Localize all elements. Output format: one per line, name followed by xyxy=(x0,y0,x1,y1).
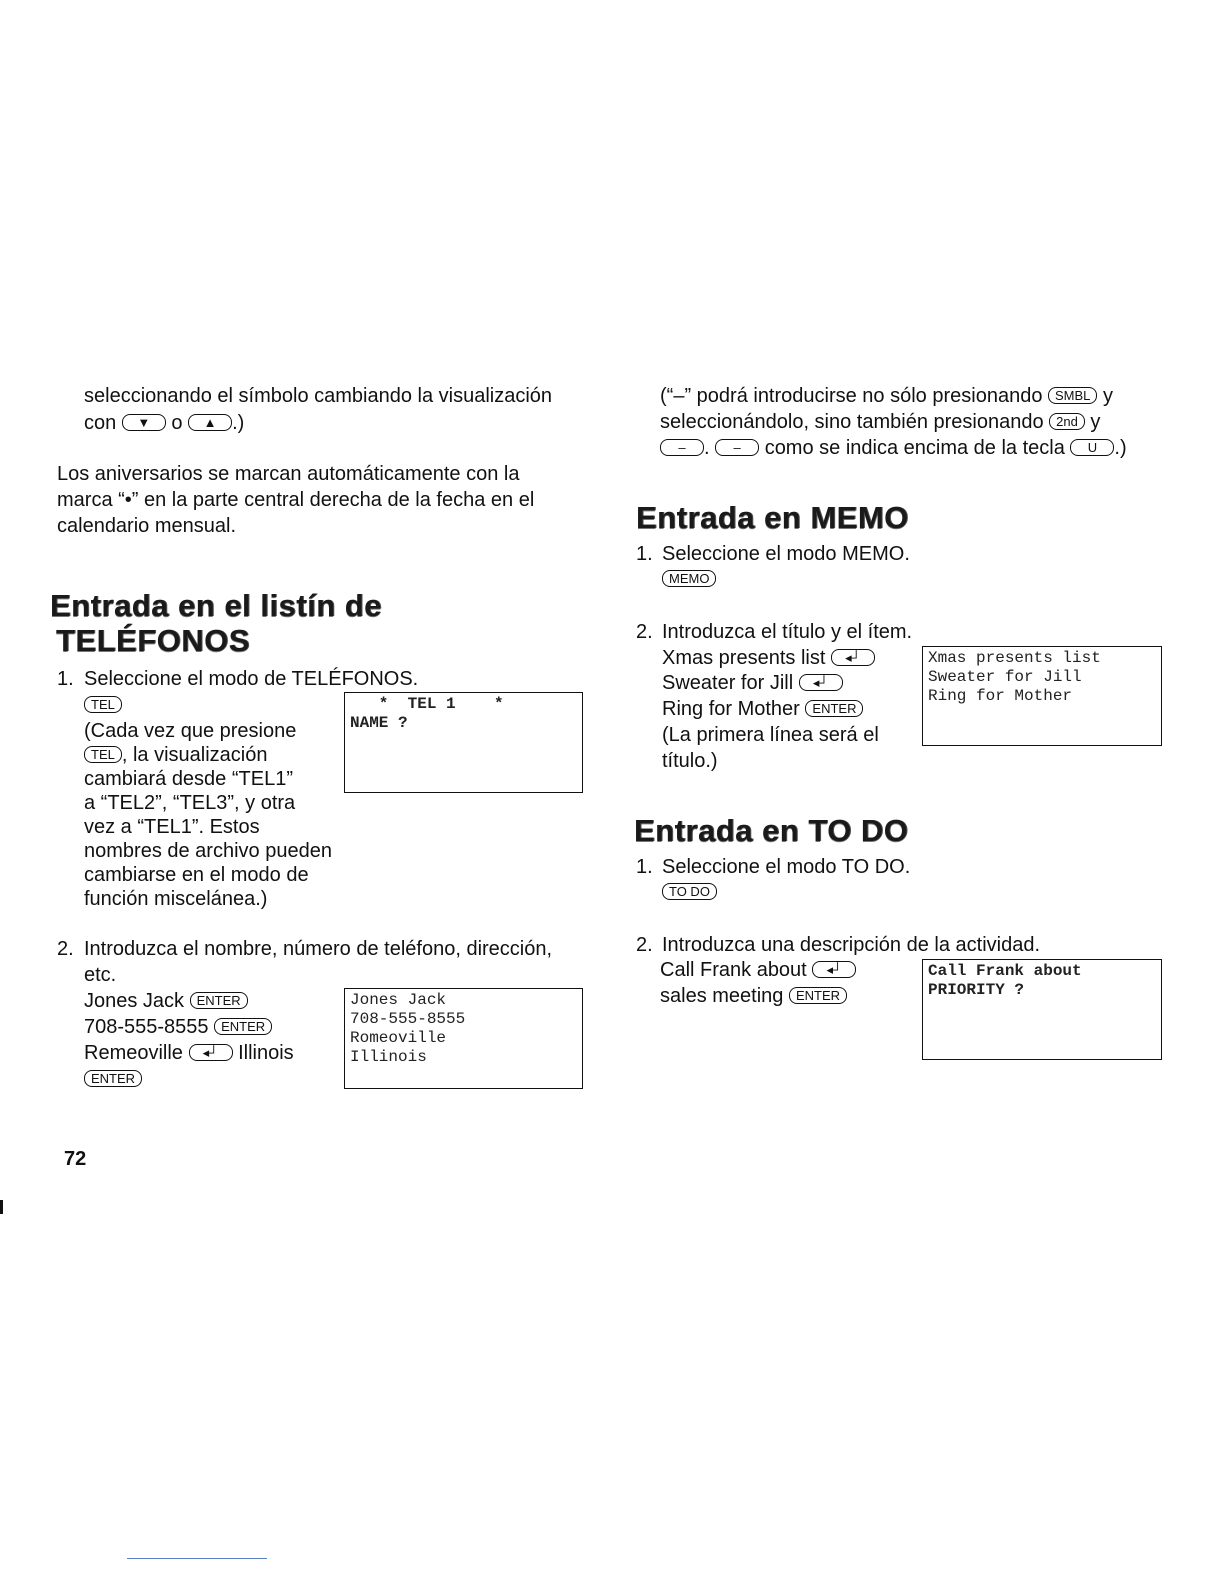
right-intro-line-1-end: y xyxy=(1102,385,1113,407)
enter-key-icon: ENTER xyxy=(214,1018,272,1035)
tel-lcd-line-2: NAME ? xyxy=(350,714,408,732)
telefonos-step-2-number: 2. xyxy=(57,938,74,960)
right-intro-line-2 xyxy=(660,409,1100,435)
memo-step-1-text: Seleccione el modo MEMO. xyxy=(662,543,910,565)
telefonos-heading-line-2: TELÉFONOS xyxy=(56,623,250,658)
intro-line-2 xyxy=(84,410,244,436)
memo-lcd-line-1: Xmas presents list xyxy=(928,649,1101,667)
telefonos-note-line-7: cambiarse en el modo de xyxy=(84,864,309,886)
telefonos-note-line-4: a “TEL2”, “TEL3”, y otra xyxy=(84,792,296,814)
tel-entry-lcd-screen xyxy=(344,988,583,1089)
memo-step-2-number: 2. xyxy=(636,621,653,643)
memo-step-1-key-row xyxy=(662,566,716,592)
todo-entry-1 xyxy=(660,957,856,983)
telefonos-note-line-3: cambiará desde “TEL1” xyxy=(84,768,293,790)
memo-entry-2 xyxy=(662,670,843,696)
telefonos-heading-line-1: Entrada en el listín de xyxy=(50,588,382,623)
memo-step-2-text: Introduzca el título y el ítem. xyxy=(662,621,913,643)
enter-key-icon: ENTER xyxy=(789,987,847,1004)
telefonos-step-1-key-row xyxy=(84,692,122,718)
minus-key-icon: – xyxy=(715,439,759,456)
tel-entry-lcd-line-3: Romeoville xyxy=(350,1029,447,1047)
aniversarios-line-2: marca “•” en la parte central derecha de la fecha en el xyxy=(57,489,535,511)
tel-entry-2-text: 708-555-8555 xyxy=(84,1016,209,1038)
page-edge-mark xyxy=(0,1200,3,1214)
memo-lcd-screen xyxy=(922,646,1162,746)
enter-key-icon: ENTER xyxy=(84,1070,142,1087)
telefonos-step-1-number: 1. xyxy=(57,668,74,690)
memo-entry-1-text: Xmas presents list xyxy=(662,647,826,669)
enter-key-icon: ENTER xyxy=(805,700,863,717)
footer-rule xyxy=(127,1558,267,1559)
intro-line-2-text: con xyxy=(84,412,117,434)
tel-entry-4 xyxy=(84,1066,142,1092)
telefonos-note-line-8: función miscelánea.) xyxy=(84,888,268,910)
todo-lcd-screen xyxy=(922,959,1162,1060)
telefonos-note-line-1: (Cada vez que presione xyxy=(84,720,297,742)
right-intro-line-1 xyxy=(660,383,1113,409)
minus-key-icon: – xyxy=(660,439,704,456)
todo-lcd-line-2: PRIORITY ? xyxy=(928,981,1025,999)
right-intro-line-3 xyxy=(660,435,1127,461)
memo-lcd-line-3: Ring for Mother xyxy=(928,687,1073,705)
page-number: 72 xyxy=(64,1148,87,1170)
tel-lcd-line-1: * TEL 1 * xyxy=(350,695,504,713)
tel-entry-2 xyxy=(84,1014,272,1040)
intro-line-1: seleccionando el símbolo cambiando la visualización xyxy=(84,385,553,407)
memo-entry-3 xyxy=(662,696,863,722)
tel-key-icon: TEL xyxy=(84,746,122,763)
memo-heading: Entrada en MEMO xyxy=(636,500,909,535)
u-key-icon: U xyxy=(1070,439,1114,456)
up-arrow-key-icon: ▲ xyxy=(188,414,232,431)
right-intro-line-3-sep: . xyxy=(704,437,710,459)
telefonos-note-line-2-text: , la visualización xyxy=(121,744,268,766)
todo-entry-2-text: sales meeting xyxy=(660,985,784,1007)
telefonos-note-line-5: vez a “TEL1”. Estos xyxy=(84,816,260,838)
memo-lcd-line-2: Sweater for Jill xyxy=(928,668,1082,686)
todo-step-1-key-row xyxy=(662,879,717,905)
todo-entry-2 xyxy=(660,983,847,1009)
right-intro-line-2-end: y xyxy=(1090,411,1101,433)
memo-entry-1 xyxy=(662,645,875,671)
smbl-key-icon: SMBL xyxy=(1048,387,1097,404)
right-intro-line-2-text: seleccionándolo, sino también presionando xyxy=(660,411,1044,433)
return-key-icon: ◂┘ xyxy=(831,649,875,666)
todo-step-2-number: 2. xyxy=(636,934,653,956)
intro-line-2-or: o xyxy=(171,412,183,434)
aniversarios-line-3: calendario mensual. xyxy=(57,515,236,537)
down-arrow-key-icon: ▼ xyxy=(122,414,166,431)
tel-key-icon: TEL xyxy=(84,696,122,713)
tel-entry-lcd-line-1: Jones Jack xyxy=(350,991,447,1009)
tel-entry-lcd-line-4: Illinois xyxy=(350,1048,427,1066)
tel-entry-1-text: Jones Jack xyxy=(84,990,185,1012)
todo-entry-1-text: Call Frank about xyxy=(660,959,807,981)
todo-step-1-text: Seleccione el modo TO DO. xyxy=(662,856,911,878)
return-key-icon: ◂┘ xyxy=(799,674,843,691)
tel-entry-3 xyxy=(84,1040,294,1066)
memo-note-line-2: título.) xyxy=(662,750,718,772)
telefonos-step-2-line-1: Introduzca el nombre, número de teléfono, dirección, xyxy=(84,938,553,960)
aniversarios-line-1: Los aniversarios se marcan automáticamente con la xyxy=(57,463,520,485)
memo-step-1-number: 1. xyxy=(636,543,653,565)
tel-entry-3-state: Illinois xyxy=(238,1042,294,1064)
todo-step-2-text: Introduzca una descripción de la actividad. xyxy=(662,934,1041,956)
memo-entry-3-text: Ring for Mother xyxy=(662,698,800,720)
tel-entry-3-text: Remeoville xyxy=(84,1042,183,1064)
right-intro-line-1-text: (“–” podrá introducirse no sólo presionando xyxy=(660,385,1043,407)
telefonos-step-2-line-2: etc. xyxy=(84,964,117,986)
intro-line-2-end: .) xyxy=(232,412,245,434)
enter-key-icon: ENTER xyxy=(190,992,248,1009)
todo-heading: Entrada en TO DO xyxy=(634,813,909,848)
return-key-icon: ◂┘ xyxy=(812,961,856,978)
memo-entry-2-text: Sweater for Jill xyxy=(662,672,794,694)
memo-note-line-1: (La primera línea será el xyxy=(662,724,879,746)
telefonos-step-1-text: Seleccione el modo de TELÉFONOS. xyxy=(84,668,419,690)
todo-step-1-number: 1. xyxy=(636,856,653,878)
todo-key-icon: TO DO xyxy=(662,883,717,900)
2nd-key-icon: 2nd xyxy=(1049,413,1085,430)
right-intro-line-3-text: como se indica encima de la tecla xyxy=(764,437,1065,459)
tel-entry-1 xyxy=(84,988,248,1014)
tel-lcd-screen xyxy=(344,692,583,793)
memo-key-icon: MEMO xyxy=(662,570,716,587)
tel-entry-lcd-line-2: 708-555-8555 xyxy=(350,1010,466,1028)
telefonos-note-line-6: nombres de archivo pueden xyxy=(84,840,332,862)
todo-lcd-line-1: Call Frank about xyxy=(928,962,1082,980)
telefonos-note-line-2 xyxy=(84,742,267,768)
right-intro-line-3-end: .) xyxy=(1114,437,1127,459)
return-key-icon: ◂┘ xyxy=(189,1044,233,1061)
